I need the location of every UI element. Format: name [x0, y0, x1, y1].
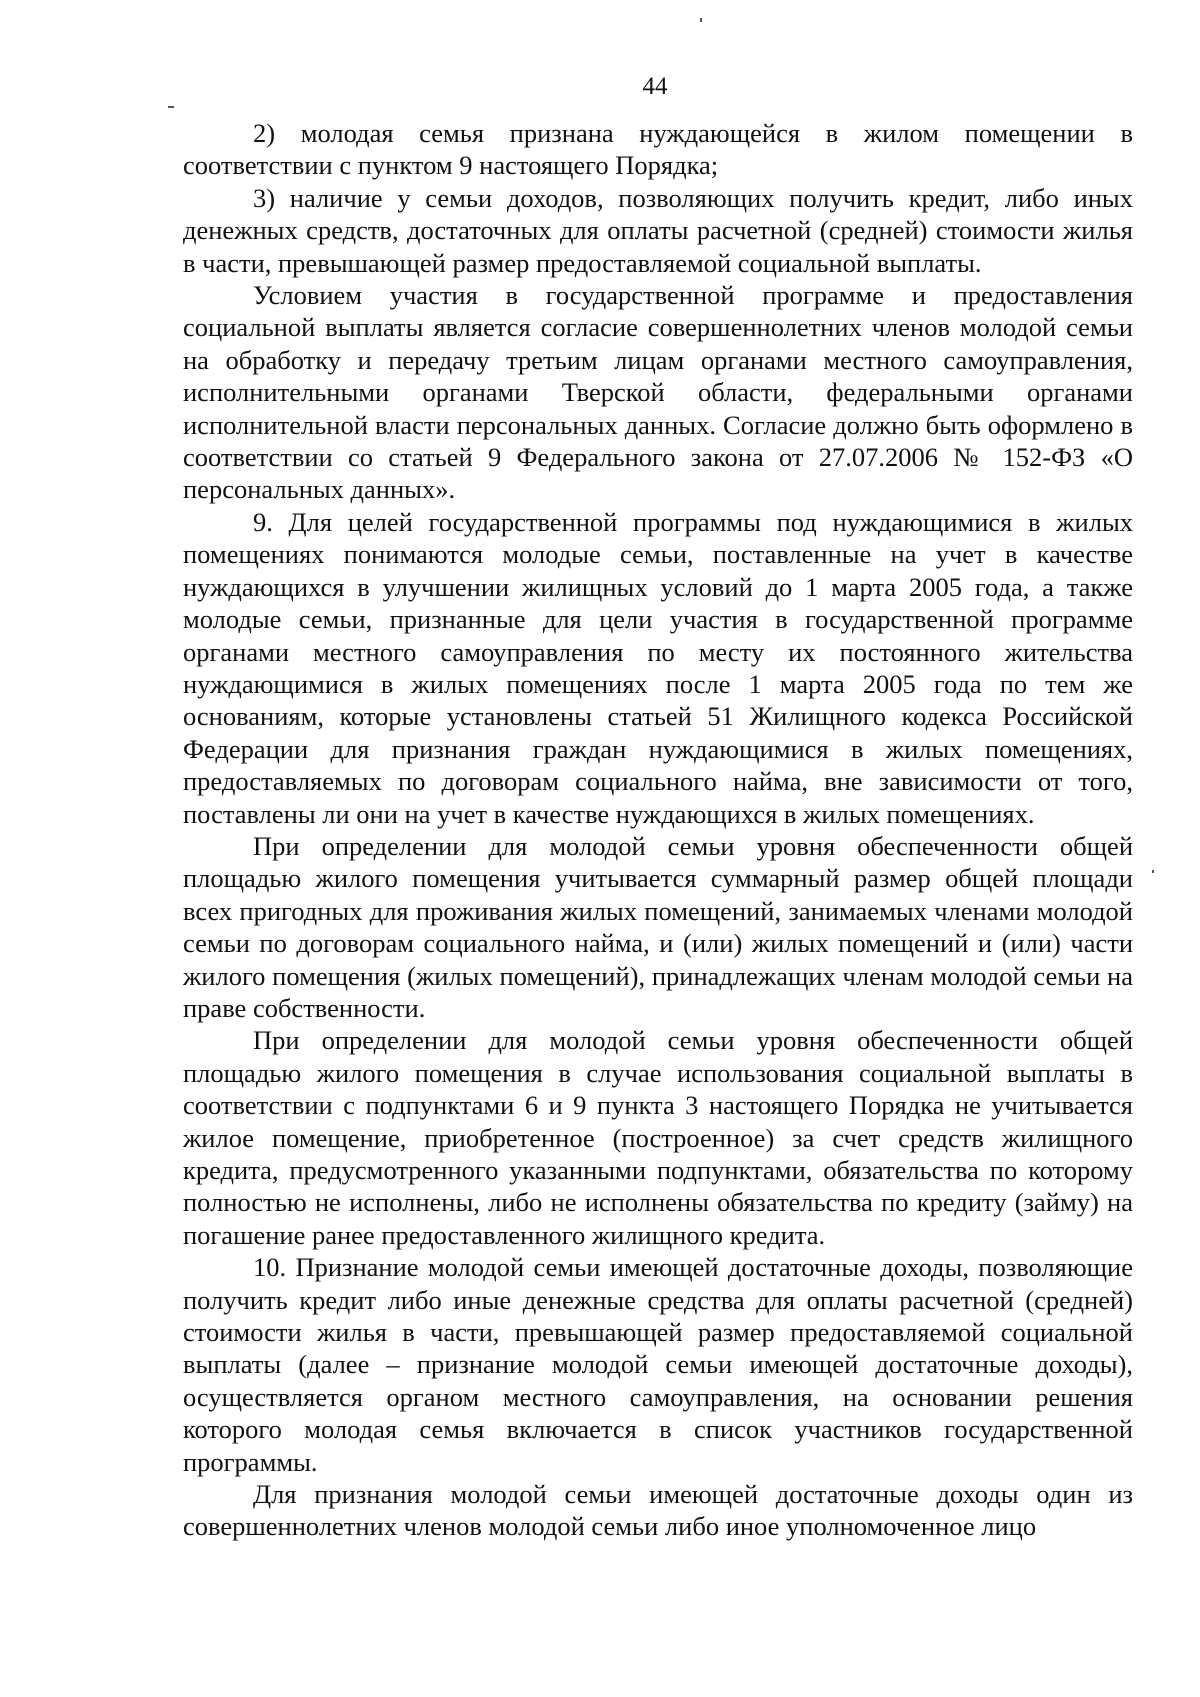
paragraph-item-9: 9. Для целей государственной программы под нуждающимися в жилых помещениях понимаются молодые семьи, поставленные на учет в качестве нуждающихся в улучшении жилищных условий до 1 марта 2005 года, а также молодые семьи, признанные для цели участия в государственной программе органами местного самоуправления по месту их постоянного жительства нуждающимися в жилых помещениях после 1 марта 2005 года по тем же основаниям, которые установлены статьей 51 Жилищного кодекса Российской Федерации для признания граждан нуждающимися в жилых помещениях, предоставляемых по договорам социального найма, вне зависимости от того, поставлены ли они на учет в качестве нуждающихся в жилых помещениях.: [183, 506, 1133, 829]
paragraph-living-area-determination: При определении для молодой семьи уровня обеспеченности общей площадью жилого помещения учитывается суммарный размер общей площади всех пригодных для проживания жилых помещений, занимаемых членами молодой семьи по договорам социального найма, и (или) жилых помещений и (или) части жилого помещения (жилых помещений), принадлежащих членам молодой семьи на праве собственности.: [183, 830, 1133, 1023]
paragraph-subitem-2: 2) молодая семья признана нуждающейся в жилом помещении в соответствии с пунктом 9 настоящего Порядка;: [183, 118, 1133, 181]
paragraph-item-10: 10. Признание молодой семьи имеющей достаточные доходы, позволяющие получить кредит либо иные денежные средства для оплаты расчетной (средней) стоимости жилья в части, превышающей размер предоставляемой социальной выплаты (далее – признание молодой семьи имеющей достаточные доходы), осуществляется органом местного самоуправления, на основании решения которого молодая семья включается в список участников государственной программы.: [183, 1252, 1133, 1477]
page-number: 44: [642, 73, 668, 100]
paragraph-consent-condition: Условием участия в государственной программе и предоставления социальной выплаты является согласие совершеннолетних членов молодой семьи на обработку и передачу третьим лицам органами местного самоуправления, исполнительными органами Тверской области, федеральными органами исполнительной власти персональных данных. Согласие должно быть оформлено в соответствии со статьей 9 Федерального закона от 27.07.2006 № 152-ФЗ «О персональных данных».: [183, 280, 1133, 505]
scan-speck: [700, 18, 702, 22]
paragraph-sufficient-income: Для признания молодой семьи имеющей достаточные доходы один из совершеннолетних членов молодой семьи либо иное уполномоченное лицо: [183, 1479, 1133, 1542]
scan-speck: [1152, 870, 1154, 873]
scan-speck: [168, 106, 174, 108]
paragraph-subitem-3: 3) наличие у семьи доходов, позволяющих получить кредит, либо иных денежных средств, достаточных для оплаты расчетной (средней) стоимости жилья в части, превышающей размер предоставляемой социальной выплаты.: [183, 182, 1133, 278]
paragraph-social-payment-exclusion: При определении для молодой семьи уровня обеспеченности общей площадью жилого помещения в случае использования социальной выплаты в соответствии с подпунктами 6 и 9 пункта 3 настоящего Порядка не учитывается жилое помещение, приобретенное (построенное) за счет средств жилищного кредита, предусмотренного указанными подпунктами, обязательства по которому полностью не исполнены, либо не исполнены обязательства по кредиту (займу) на погашение ранее предоставленного жилищного кредита.: [183, 1025, 1133, 1250]
document-body: [183, 117, 1133, 1543]
